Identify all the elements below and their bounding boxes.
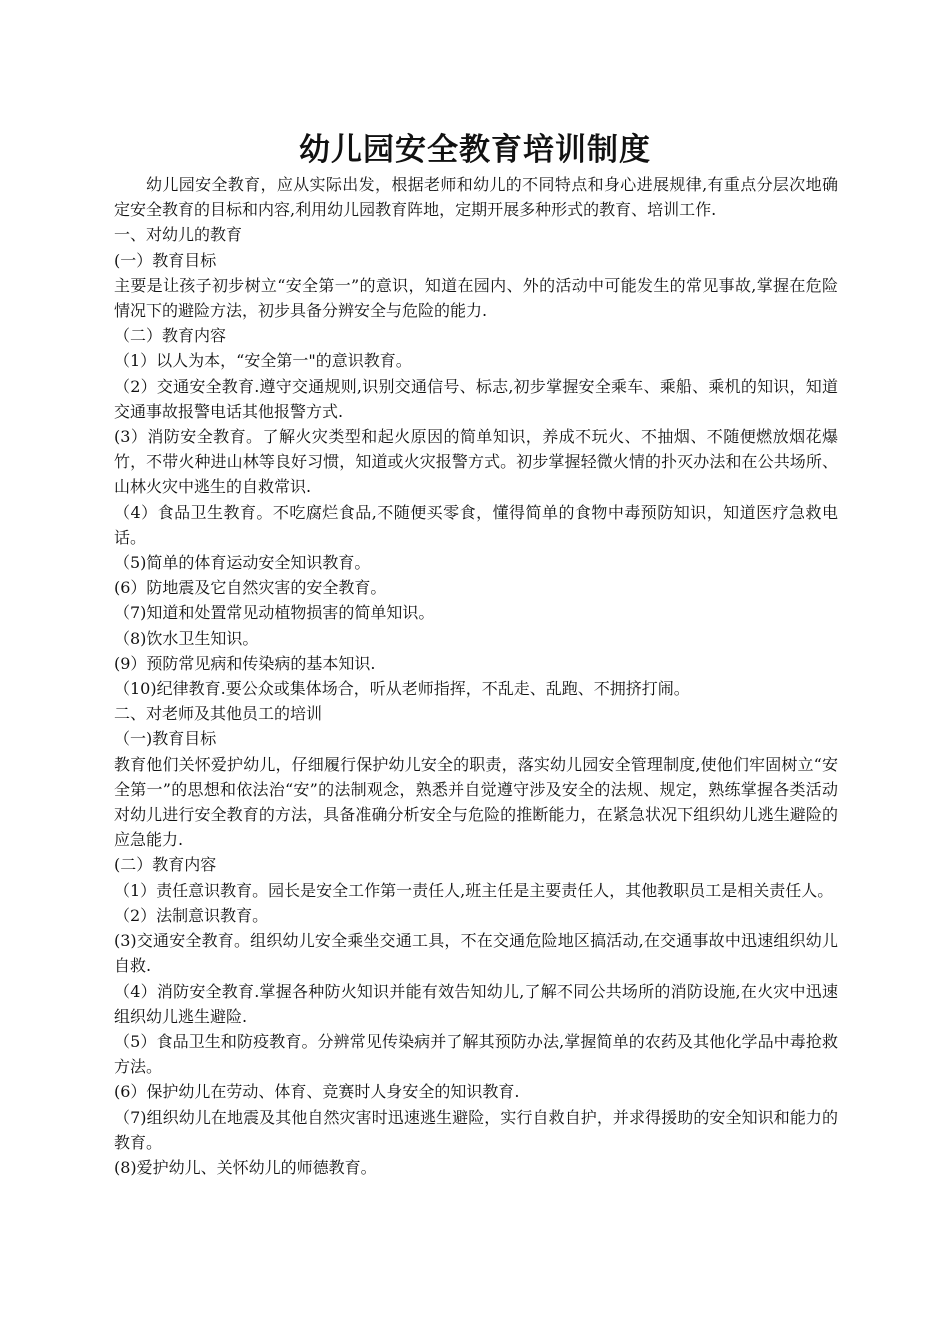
list-item: (6）保护幼儿在劳动、体育、竞赛时人身安全的知识教育. [114,1082,520,1102]
list-item: (3）消防安全教育。了解火灾类型和起火原因的简单知识，养成不玩火、不抽烟、不随便燃放烟花爆竹，不带火种进山林等良好习惯，知道或火灾报警方式。初步掌握轻微火情的扑灭办法和在公共场所、山林火灾中逃生的自救常识. [114,427,838,497]
intro-paragraph: 幼儿园安全教育，应从实际出发，根据老师和幼儿的不同特点和身心进展规律,有重点分层次地确定安全教育的目标和内容,利用幼儿园教育阵地，定期开展多种形式的教育、培训工作. [114,175,838,220]
paragraph: 主要是让孩子初步树立“安全第一”的意识，知道在园内、外的活动中可能发生的常见事故,掌握在危险情况下的避险方法，初步具备分辨安全与危险的能力. [114,275,838,321]
document-body [114,172,838,1180]
subsection-heading-content: （二）教育内容 [114,326,227,346]
list-item: （1）以人为本，“安全第一"的意识教育。 [114,351,412,371]
list-item: （7)知道和处置常见动植物损害的简单知识。 [114,603,435,623]
list-item: （5)简单的体育运动安全知识教育。 [114,553,371,573]
page-title: 幼儿园安全教育培训制度 [299,132,651,168]
list-item: (6）防地震及它自然灾害的安全教育。 [114,578,387,598]
section-heading-children: 一、对幼儿的教育 [114,225,243,245]
section-heading-staff: 二、对老师及其他员工的培训 [114,704,323,724]
list-item: (8)爱护幼儿、关怀幼儿的师德教育。 [114,1157,377,1177]
list-item: （4）食品卫生教育。不吃腐烂食品,不随便买零食，懂得简单的食物中毒预防知识，知道医疗急救电话。 [114,502,838,547]
list-item: （5）食品卫生和防疫教育。分辨常见传染病并了解其预防办法,掌握简单的农药及其他化学品中毒抢救方法。 [114,1031,838,1077]
paragraph: 教育他们关怀爱护幼儿，仔细履行保护幼儿安全的职责，落实幼儿园安全管理制度,使他们牢固树立“安全第一”的思想和依法治“安”的法制观念，熟悉并自觉遵守涉及安全的法规、规定，熟练掌握各类活动对幼儿进行安全教育的方法，具备准确分析安全与危险的推断能力，在紧急状况下组织幼儿逃生避险的应急能力. [114,754,838,850]
list-item: (9）预防常见病和传染病的基本知识. [114,653,376,673]
list-item: （1）责任意识教育。园长是安全工作第一责任人,班主任是主要责任人，其他教职员工是相关责任人。 [114,880,834,900]
subsection-heading-goals: (一）教育目标 [114,250,217,270]
list-item: （7)组织幼儿在地震及其他自然灾害时迅速逃生避险，实行自救自护，并求得援助的安全知识和能力的教育。 [114,1107,838,1152]
list-item: （4）消防安全教育.掌握各种防火知识并能有效告知幼儿,了解不同公共场所的消防设施,在火灾中迅速组织幼儿逃生避险. [114,981,838,1026]
list-item: （2）交通安全教育.遵守交通规则,识别交通信号、标志,初步掌握安全乘车、乘船、乘机的知识，知道交通事故报警电话其他报警方式. [114,376,838,421]
subsection-heading-goals: （一)教育目标 [114,729,217,749]
list-item: （8)饮水卫生知识。 [114,628,259,648]
list-item: （2）法制意识教育。 [114,905,269,925]
subsection-heading-content: (二）教育内容 [114,855,217,875]
list-item: （10)纪律教育.要公众或集体场合，听从老师指挥，不乱走、乱跑、不拥挤打闹。 [114,679,690,699]
list-item: (3)交通安全教育。组织幼儿安全乘坐交通工具，不在交通危险地区搞活动,在交通事故中迅速组织幼儿自救. [114,931,838,976]
